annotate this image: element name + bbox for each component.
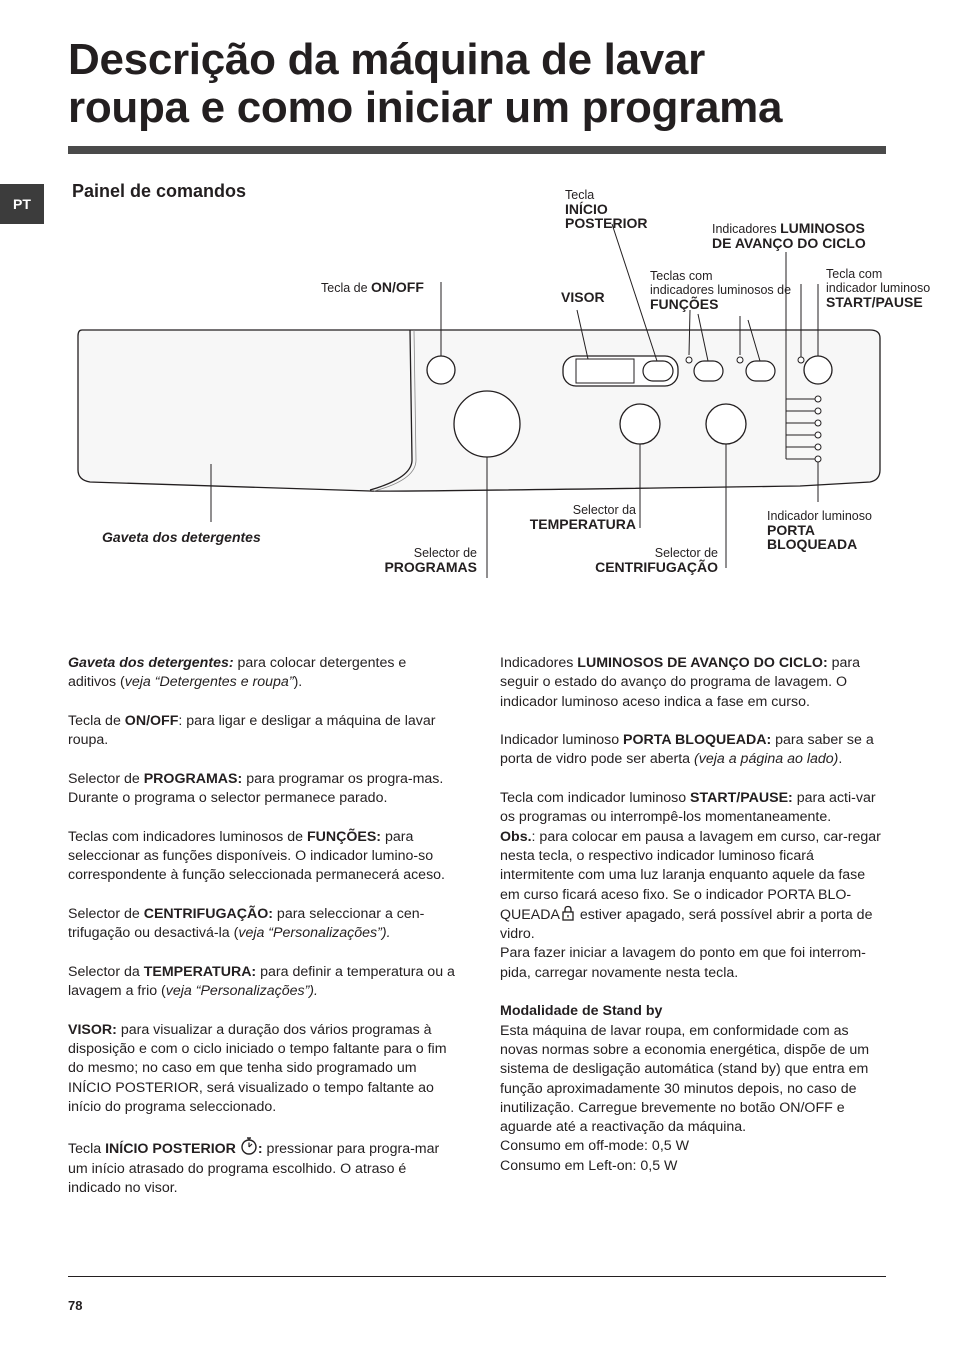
label-display: VISOR xyxy=(561,289,605,305)
function-led-1 xyxy=(686,357,692,363)
page-number: 78 xyxy=(68,1298,83,1313)
label-functions: Teclas com indicadores luminosos de FUNÇÕES xyxy=(650,269,792,312)
left-column xyxy=(68,654,458,1218)
language-tab: PT xyxy=(0,184,44,224)
para-delay-start: Tecla INÍCIO POSTERIOR : pressionar para progra-mar um início atrasado do programa escolhido. O atraso é indicado no visor. xyxy=(68,1136,458,1198)
function-button-2-shape xyxy=(746,361,775,381)
temperature-knob-shape xyxy=(620,404,660,444)
start-button-shape xyxy=(804,356,832,384)
page-title xyxy=(68,36,908,132)
label-door-locked: Indicador luminoso PORTA BLOQUEADA xyxy=(767,509,872,552)
label-programs: Selector de PROGRAMAS xyxy=(384,546,477,575)
function-led-2 xyxy=(737,357,743,363)
para-programs: Selector de PROGRAMAS: para programar os progra-mas. Durante o programa o selector permanece parado. xyxy=(68,770,444,807)
control-panel-diagram xyxy=(0,180,954,590)
para-door-locked: Indicador luminoso PORTA BLOQUEADA: para saber se a porta de vidro pode ser aberta (veja a página ao lado). xyxy=(500,732,874,768)
title-line-1: Descrição da máquina de lavar xyxy=(68,35,705,84)
para-display: VISOR: para visualizar a duração dos vários programas à disposição e com o ciclo iniciado o tempo faltante para o fim do mesmo; no caso em que tenha sido programado um INÍCIO POSTERIOR, será visualizado o tempo faltante ao início do programa seleccionado. xyxy=(68,1021,447,1115)
para-drawer: Gaveta dos detergentes: para colocar detergentes e aditivos (veja “Detergentes e roupa”). xyxy=(68,655,407,691)
label-spin: Selector de CENTRIFUGAÇÃO xyxy=(595,546,718,575)
label-drawer: Gaveta dos detergentes xyxy=(102,529,261,545)
right-column xyxy=(500,654,886,1195)
label-delay-start: Tecla INÍCIO POSTERIOR xyxy=(565,188,648,231)
onoff-button-shape xyxy=(427,356,455,384)
function-button-1-shape xyxy=(694,361,723,381)
footer-rule xyxy=(68,1276,886,1277)
para-onoff: Tecla de ON/OFF: para ligar e desligar a máquina de lavar roupa. xyxy=(68,712,436,749)
spin-knob-shape xyxy=(706,404,746,444)
section-subtitle: Painel de comandos xyxy=(72,181,247,201)
label-temperature: Selector da TEMPERATURA xyxy=(529,503,636,532)
label-onoff: Tecla de ON/OFF xyxy=(321,279,424,295)
para-functions: Teclas com indicadores luminosos de FUNÇÕES: para seleccionar as funções disponíveis. O indicador lumino-so correspondente à função seleccionada permanecerá aceso. xyxy=(68,828,446,884)
para-start-pause: Tecla com indicador luminoso START/PAUSE: para acti-var os programas ou interrompê-los momentaneamente. Obs.: para colocar em pausa a lavagem em curso, car-regar nesta tecla, o respectivo indicador luminoso ficará intermitente com uma luz laranja enquanto aquele da fase em curso ficará aceso fixo. Se o indicador PORTA BLO-QUEADA estiver apagado, será possível abrir a porta de vidro. Para fazer iniciar a lavagem do ponto em que foi interrom-pida, carregar novamente nesta tecla. xyxy=(500,790,881,981)
para-spin: Selector de CENTRIFUGAÇÃO: para seleccionar a cen-trifugação ou desactivá-la (veja “Personalizações”). xyxy=(68,905,425,942)
delay-timer-icon xyxy=(240,1136,258,1156)
delay-start-button-shape xyxy=(643,361,673,381)
program-knob-shape xyxy=(454,391,520,457)
lock-icon xyxy=(561,905,575,921)
title-underline xyxy=(68,146,886,154)
para-standby: Modalidade de Stand by Esta máquina de lavar roupa, em conformidade com as novas normas sobre a economia energética, dispõe de um sistema de desligação automática (stand by) que entra em função aproximadamente 30 minutos depois, no caso de inutilização. Carregue brevemente no botão ON/OFF e aguarde até a reactivação da máquina. Consumo em off-mode: 0,5 W Consumo em Left-on: 0,5 W xyxy=(500,1003,870,1174)
start-led xyxy=(798,357,804,363)
title-line-2: roupa e como iniciar um programa xyxy=(68,83,783,132)
para-cycle-leds: Indicadores LUMINOSOS DE AVANÇO DO CICLO: para seguir o estado do avanço do programa de lavagem. O indicador luminoso aceso indica a fase em curso. xyxy=(500,655,861,710)
label-start-pause: Tecla com indicador luminoso START/PAUSE xyxy=(826,267,931,310)
label-cycle-leds: Indicadores LUMINOSOS DE AVANÇO DO CICLO xyxy=(712,220,866,251)
display-screen xyxy=(576,359,634,383)
para-temperature: Selector da TEMPERATURA: para definir a temperatura ou a lavagem a frio (veja “Personalizações”). xyxy=(68,963,455,1000)
